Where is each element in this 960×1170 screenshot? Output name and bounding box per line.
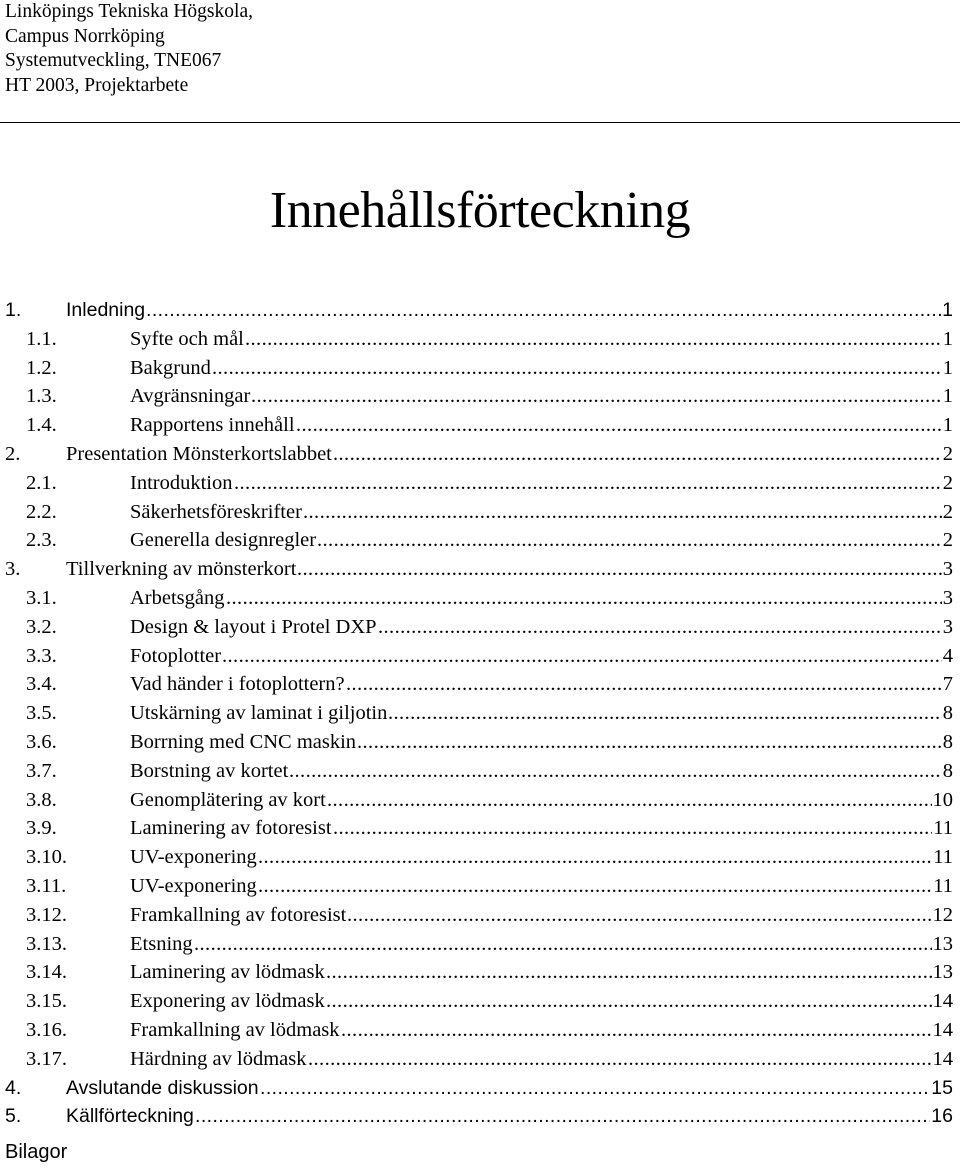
toc-entry[interactable]: [0, 901, 960, 930]
toc-entry-number: 3.2.: [26, 615, 57, 638]
header-line-course: Systemutveckling, TNE067: [5, 50, 222, 71]
toc-dot-leader: [195, 1102, 930, 1131]
toc-dot-leader: [245, 325, 942, 354]
toc-entry-number: 3.3.: [26, 644, 57, 667]
toc-entry-page-number: 11: [933, 846, 953, 869]
toc-entry[interactable]: [0, 1016, 960, 1045]
toc-entry-title: Fotoplotter: [130, 644, 222, 667]
toc-entry-number: 2.1.: [26, 471, 57, 494]
toc-entry[interactable]: [0, 1045, 960, 1074]
toc-entry[interactable]: [0, 469, 960, 498]
toc-entry-page-number: 14: [932, 1047, 953, 1070]
toc-entry-title: Framkallning av lödmask: [130, 1019, 340, 1041]
toc-dot-leader: [333, 814, 932, 843]
toc-entry-title: Avgränsningar: [130, 385, 251, 408]
toc-entry-title: Introduktion: [130, 471, 233, 494]
toc-dot-leader: [212, 354, 942, 383]
document-header: [5, 0, 253, 98]
toc-dot-leader: [289, 757, 942, 786]
toc-entry[interactable]: [0, 382, 960, 411]
toc-dot-leader: [251, 382, 942, 411]
toc-entry[interactable]: [0, 814, 960, 843]
toc-dot-leader: [234, 469, 942, 498]
header-divider: [0, 122, 960, 123]
toc-entry[interactable]: [0, 786, 960, 815]
toc-entry-title: Laminering av fotoresist: [130, 817, 332, 840]
toc-dot-leader: [341, 1016, 932, 1045]
toc-entry-page-number: 14: [932, 1019, 953, 1041]
toc-entry-page-number: 11: [933, 817, 953, 840]
toc-entry-title: Borstning av kortet: [130, 759, 289, 782]
toc-entry-number: 1.4.: [26, 414, 57, 437]
toc-entry[interactable]: [0, 958, 960, 987]
toc-entry-page-number: 2: [942, 529, 953, 552]
toc-entry[interactable]: [0, 670, 960, 699]
toc-dot-leader: [226, 584, 942, 613]
toc-dot-leader: [260, 1074, 930, 1103]
toc-entry-number: 3.11.: [26, 875, 67, 897]
toc-dot-leader: [347, 901, 932, 930]
toc-entry-page-number: 1: [942, 356, 953, 379]
toc-entry-number: 3.15.: [26, 990, 67, 1013]
toc-entry-number: 3.9.: [26, 817, 57, 840]
toc-entry[interactable]: [0, 296, 960, 325]
header-line-term: HT 2003, Projektarbete: [5, 74, 189, 96]
appendix-label: Bilagor: [5, 1141, 68, 1163]
toc-entry-number: 4.: [5, 1076, 22, 1099]
toc-entry-page-number: 2: [942, 500, 953, 523]
toc-entry-title: Genomplätering av kort: [130, 788, 326, 811]
toc-entry-title: Inledning: [66, 299, 146, 321]
toc-entry-number: 3.6.: [26, 731, 57, 753]
toc-entry-page-number: 1: [942, 327, 953, 350]
toc-entry-page-number: 4: [942, 644, 953, 667]
toc-entry[interactable]: [0, 498, 960, 527]
toc-dot-leader: [378, 613, 942, 642]
toc-entry[interactable]: [0, 555, 960, 584]
toc-entry[interactable]: [0, 440, 960, 469]
toc-entry-number: 3.8.: [26, 788, 57, 811]
toc-entry-title: Härdning av lödmask: [130, 1047, 307, 1070]
toc-entry-title: Tillverkning av mönsterkort: [66, 558, 297, 581]
toc-entry[interactable]: [0, 1102, 960, 1131]
toc-entry-number: 3.14.: [26, 961, 67, 984]
toc-entry-page-number: 3: [942, 558, 953, 581]
toc-entry-page-number: 16: [931, 1105, 953, 1128]
toc-entry-number: 3.7.: [26, 759, 57, 782]
toc-entry-title: Laminering av lödmask: [130, 961, 325, 984]
header-line-campus: Campus Norrköping: [5, 25, 165, 47]
toc-entry[interactable]: [0, 642, 960, 671]
toc-entry-page-number: 12: [932, 903, 953, 926]
toc-dot-leader: [327, 786, 932, 815]
toc-dot-leader: [258, 872, 932, 901]
toc-entry-number: 1.3.: [26, 385, 57, 408]
toc-entry-page-number: 2: [942, 443, 953, 465]
toc-entry-number: 3.1.: [26, 587, 57, 609]
toc-entry[interactable]: [0, 930, 960, 959]
toc-entry-number: 1.2.: [26, 356, 57, 379]
toc-entry-title: Etsning: [130, 932, 193, 955]
toc-entry-page-number: 15: [931, 1076, 953, 1099]
toc-entry[interactable]: [0, 354, 960, 383]
toc-entry-page-number: 10: [932, 788, 953, 811]
toc-entry-number: 3.12.: [26, 903, 67, 926]
toc-entry[interactable]: [0, 325, 960, 354]
toc-entry-title: Källförteckning: [66, 1105, 194, 1128]
toc-entry-page-number: 3: [942, 587, 953, 609]
toc-dot-leader: [258, 843, 932, 872]
toc-entry-page-number: 7: [942, 673, 953, 696]
toc-dot-leader: [222, 642, 942, 671]
toc-entry[interactable]: [0, 757, 960, 786]
toc-entry-page-number: 1: [942, 385, 953, 408]
toc-dot-leader: [388, 699, 942, 728]
toc-entry-page-number: 1: [942, 414, 953, 437]
toc-entry-page-number: 8: [942, 759, 953, 782]
toc-entry-page-number: 2: [942, 471, 953, 494]
toc-dot-leader: [346, 670, 942, 699]
toc-dot-leader: [297, 555, 942, 584]
toc-entry-number: 5.: [5, 1105, 22, 1128]
toc-entry-title: Generella designregler: [130, 529, 317, 552]
toc-entry-title: UV-exponering: [130, 846, 257, 869]
toc-entry-title: Exponering av lödmask: [130, 990, 325, 1013]
toc-entry-page-number: 14: [932, 990, 953, 1013]
toc-dot-leader: [146, 296, 941, 325]
toc-entry-number: 2.3.: [26, 529, 57, 552]
toc-entry-title: Utskärning av laminat i giljotin: [130, 702, 388, 725]
toc-entry-title: UV-exponering: [130, 875, 257, 897]
toc-dot-leader: [333, 440, 942, 469]
toc-entry[interactable]: [0, 526, 960, 555]
page-title: Innehållsförteckning: [269, 182, 691, 239]
toc-dot-leader: [326, 987, 932, 1016]
toc-entry[interactable]: [0, 1074, 960, 1103]
toc-entry-title: Vad händer i fotoplottern?: [130, 673, 345, 696]
toc-entry-title: Design & layout i Protel DXP: [130, 615, 377, 638]
toc-entry-page-number: 13: [932, 961, 953, 984]
toc-dot-leader: [194, 930, 932, 959]
toc-entry[interactable]: [0, 584, 960, 613]
toc-entry[interactable]: [0, 411, 960, 440]
toc-dot-leader: [296, 411, 942, 440]
toc-entry-number: 3.16.: [26, 1019, 67, 1041]
toc-entry-title: Arbetsgång: [130, 587, 225, 609]
toc-entry-page-number: 1: [942, 299, 953, 321]
toc-entry-number: 3.17.: [26, 1047, 67, 1070]
toc-entry[interactable]: [0, 987, 960, 1016]
toc-entry[interactable]: [0, 843, 960, 872]
toc-entry-page-number: 11: [933, 875, 953, 897]
toc-entry[interactable]: [0, 872, 960, 901]
toc-entry-title: Bakgrund: [130, 356, 211, 379]
toc-entry-title: Rapportens innehåll: [130, 414, 295, 437]
toc-entry-number: 1.: [5, 299, 22, 321]
toc-dot-leader: [303, 498, 942, 527]
toc-entry-title: Framkallning av fotoresist: [130, 903, 347, 926]
toc-dot-leader: [317, 526, 942, 555]
toc-entry-page-number: 8: [942, 731, 953, 753]
toc-dot-leader: [326, 958, 932, 987]
toc-entry-number: 3.13.: [26, 932, 67, 955]
toc-entry-title: Avslutande diskussion: [66, 1076, 259, 1099]
toc-entry[interactable]: [0, 728, 960, 757]
toc-entry-number: 3.10.: [26, 846, 67, 869]
toc-entry-page-number: 13: [932, 932, 953, 955]
toc-dot-leader: [308, 1045, 932, 1074]
toc-entry-title: Borrning med CNC maskin: [130, 731, 357, 753]
toc-entry-number: 3.5.: [26, 702, 57, 725]
toc-dot-leader: [357, 728, 942, 757]
toc-entry-number: 2.: [5, 443, 21, 465]
toc-entry-title: Säkerhetsföreskrifter: [130, 500, 302, 523]
toc-entry[interactable]: [0, 699, 960, 728]
toc-entry-page-number: 8: [942, 702, 953, 725]
toc-entry-number: 3.: [5, 558, 21, 581]
toc-entry-title: Syfte och mål: [130, 327, 244, 350]
toc-entry-number: 1.1.: [26, 327, 57, 350]
toc-entry[interactable]: [0, 613, 960, 642]
toc-entry-number: 2.2.: [26, 500, 57, 523]
toc-entry-number: 3.4.: [26, 673, 57, 696]
toc-entry-page-number: 3: [942, 615, 953, 638]
header-line-institution: Linköpings Tekniska Högskola,: [5, 1, 253, 22]
toc-entry-title: Presentation Mönsterkortslabbet: [66, 443, 332, 465]
